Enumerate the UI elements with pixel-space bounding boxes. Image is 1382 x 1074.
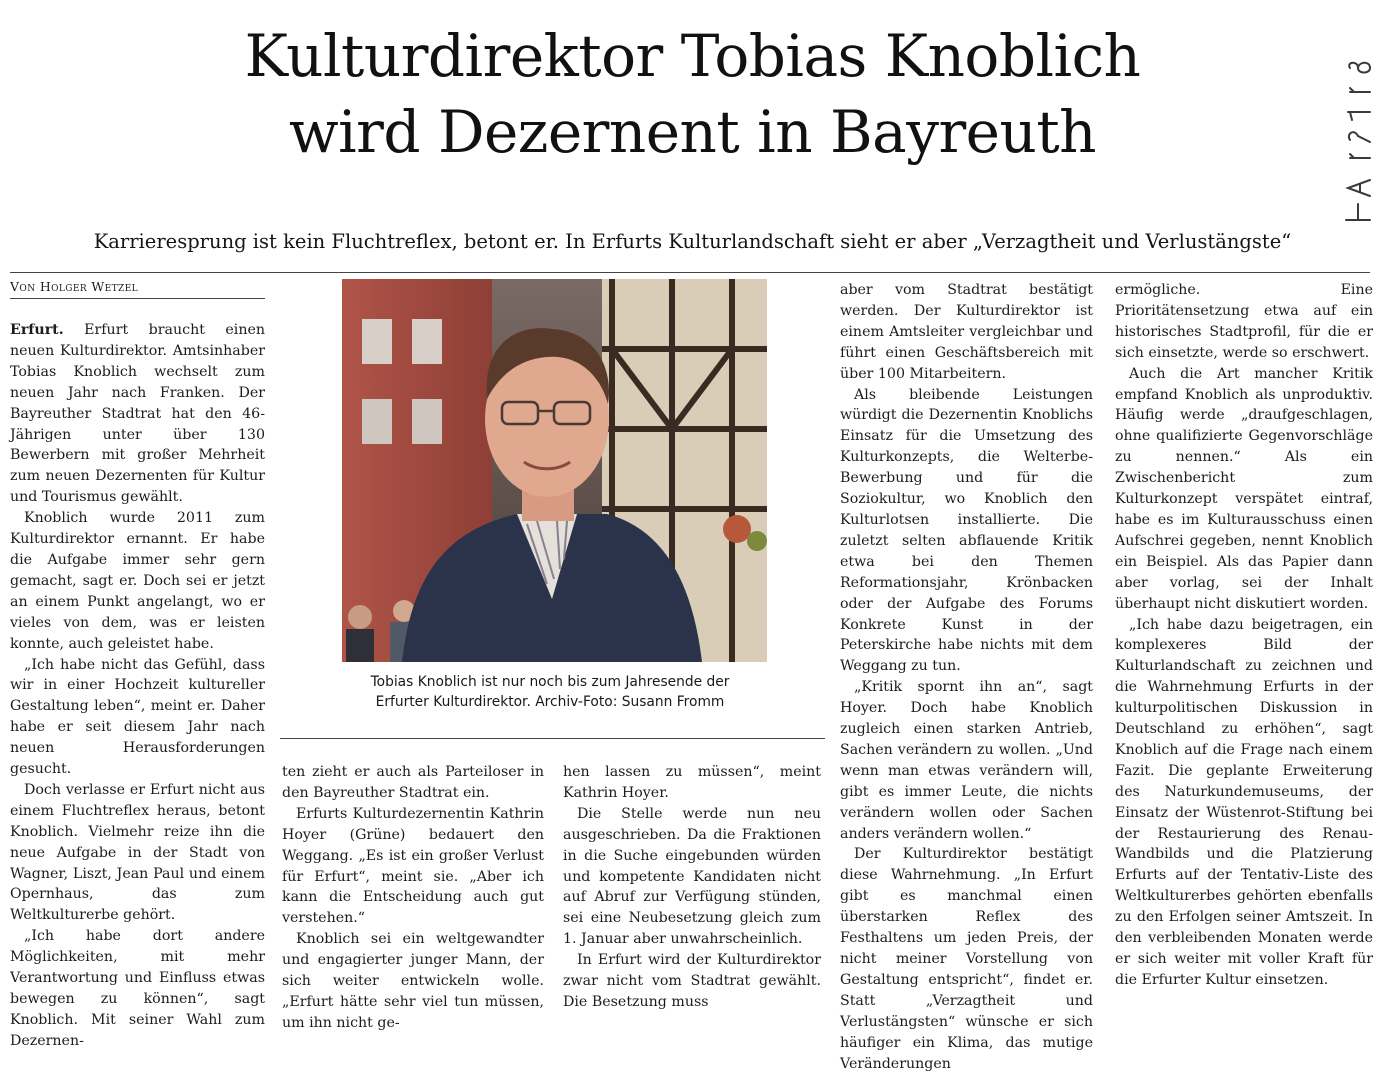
paragraph: Doch verlasse er Erfurt nicht aus einem Fluchtreflex heraus, betont Knoblich. Vielmehr reize ihn die neue Aufgabe in der Stadt von Wagner, Liszt, Jean Paul und einem Opernhaus, das zum Weltkulturerbe gehört. (10, 781, 265, 924)
headline-line-1: Kulturdirektor Tobias Knoblich (244, 22, 1141, 90)
paragraph (10, 320, 265, 508)
paragraph: aber vom Stadtrat bestätigt werden. Der Kulturdirektor ist einem Amtsleiter vergleichbar und führt einen Geschäftsbereich mit über 100 Mitarbeitern. (840, 282, 1093, 382)
headline (60, 18, 1325, 170)
column-4 (840, 280, 1093, 1074)
paragraph: „Ich habe dort andere Möglichkeiten, mit mehr Verantwortung und Einfluss etwas bewegen zu können“, sagt Knoblich. Mit seiner Wahl zum Dezernen- (10, 928, 265, 1049)
dateline: Erfurt. (10, 322, 64, 338)
portrait-photo-illustration (342, 279, 767, 662)
photo-caption-line-1: Tobias Knoblich ist nur noch bis zum Jahresende der (370, 674, 730, 690)
paragraph: Knoblich wurde 2011 zum Kulturdirektor ernannt. Er habe die Aufgabe immer sehr gern gemacht, sagt er. Doch sei er jetzt an einem Punkt angelangt, wo er vieles von dem, was er leisten konnte, auch geleistet habe. (10, 510, 265, 652)
paragraph: Erfurts Kulturdezernentin Kathrin Hoyer (Grüne) bedauert den Weggang. „Es ist ein großer Verlust für Erfurt“, meint sie. „Aber ich kann die Entscheidung auch gut verstehen.“ (282, 805, 544, 927)
caption-rule (280, 738, 825, 739)
column-2 (282, 762, 544, 1034)
paragraph: Auch die Art mancher Kritik empfand Knoblich als unproduktiv. Häufig werde „draufgeschlagen, ohne qualifizierte Gegenvorschläge zu nennen.“ Als ein Zwischenbericht zum Kulturkonzept verspätet eintraf, habe es im Kulturausschuss einen Aufschrei gegeben, nennt Knoblich ein Beispiel. Als das Papier dann aber vorlag, sei der Inhalt überhaupt nicht diskutiert worden. (1115, 365, 1373, 612)
byline: Von Holger Wetzel (10, 279, 139, 294)
paragraph: „Ich habe dazu beigetragen, ein komplexeres Bild der Kulturlandschaft zu zeichnen und die Wahrnehmung Erfurts in der kulturpolitischen Diskussion in Deutschland zu erhöhen“, sagt Knoblich auf die Frage nach einem Fazit. Die geplante Erweiterung des Naturkundemuseums, der Einsatz der Wüstenrot-Stiftung bei der Restaurierung des Renau-Wandbilds und die Platzierung Erfurts auf der Tentativ-Liste des Weltkulturerbes gehörten ebenfalls zu den Erfolgen seiner Amtszeit. In den verbleibenden Monaten werde er sich weiter mit voller Kraft für die Erfurter Kultur einsetzen. (1115, 616, 1373, 988)
paragraph: „Kritik spornt ihn an“, sagt Hoyer. Doch habe Knoblich zugleich einen starken Antrieb, Sachen verändern zu wollen. „Und wenn man etwas verändern will, gibt es immer Leute, die nichts verändern wollen oder Sachen anders verändern wollen.“ (840, 679, 1093, 842)
paragraph: Als bleibende Leistungen würdigt die Dezernentin Knoblichs Einsatz für die Umsetzung des Kulturkonzepts, die Welterbe-Bewerbung und für die Soziokultur, wo Knoblich den Kulturlotsen installierte. Die zuletzt selten abflauende Kritik etwa bei den Themen Reformationsjahr, Krönbacken oder der Aufgabe des Forums Konkrete Kunst in der Peterskirche habe nichts mit dem Weggang zu tun. (840, 386, 1093, 675)
paragraph: Die Stelle werde nun neu ausgeschrieben. Da die Fraktionen in die Suche eingebunden würden und kompetente Kandidaten nicht auf Abruf zur Verfügung stünden, sei eine Neubesetzung gleich zum 1. Januar aber unwahrscheinlich. (563, 805, 821, 948)
paragraph: In Erfurt wird der Kulturdirektor zwar nicht vom Stadtrat gewählt. Die Besetzung muss (563, 952, 821, 1010)
column-5 (1115, 280, 1373, 991)
photo-caption-line-2: Erfurter Kulturdirektor. Archiv-Foto: Susann Fromm (375, 694, 725, 710)
subheadline: Karrieresprung ist kein Fluchtreflex, betont er. In Erfurts Kulturlandschaft sieht er aber „Verzagtheit und Verlustängste“ (93, 230, 1292, 253)
paragraph: hen lassen zu müssen“, meint Kathrin Hoyer. (563, 764, 821, 801)
column-1 (10, 320, 265, 1052)
paragraph: ten zieht er auch als Parteiloser in den Bayreuther Stadtrat ein. (282, 764, 544, 801)
paragraph: Der Kulturdirektor bestätigt diese Wahrnehmung. „In Erfurt gibt es manchmal einen überstarken Reflex des Festhaltens um jeden Preis, der nicht meiner Vorstellung von Gestaltung entspricht“, findet er. Statt „Verzagtheit und Verlustängsten“ wünsche er sich häufiger ein Klima, das mutige Veränderungen (840, 846, 1093, 1072)
photo-caption (300, 672, 800, 712)
byline-rule (10, 298, 265, 299)
column-3 (563, 762, 821, 1013)
paragraph: ermögliche. Eine Prioritätensetzung etwa auf ein historisches Stadtprofil, für die er sich einsetzte, werde so erschwert. (1115, 282, 1373, 361)
portrait-photo (342, 279, 767, 662)
handwritten-date-note (1336, 28, 1376, 228)
headline-line-2: wird Dezernent in Bayreuth (288, 98, 1097, 166)
paragraph: „Ich habe nicht das Gefühl, dass wir in einer Hochzeit kultureller Gestaltung leben“, meint er. Daher habe er seit diesem Jahr nach neuen Herausforderungen gesucht. (10, 656, 265, 778)
paragraph-text: Erfurt braucht einen neuen Kulturdirektor. Amtsinhaber Tobias Knoblich wechselt zum neuen Jahr nach Franken. Der Bayreuther Stadtrat hat den 46-Jährigen unter über 130 Bewerbern mit großer Mehrheit zum neuen Dezernenten für Kultur und Tourismus gewählt. (10, 322, 265, 506)
paragraph: Knoblich sei ein weltgewandter und engagierter junger Mann, der sich weiter entwickeln wolle. „Erfurt hätte sehr viel tun müssen, um ihn nicht ge- (282, 931, 544, 1031)
top-rule (10, 272, 1370, 273)
